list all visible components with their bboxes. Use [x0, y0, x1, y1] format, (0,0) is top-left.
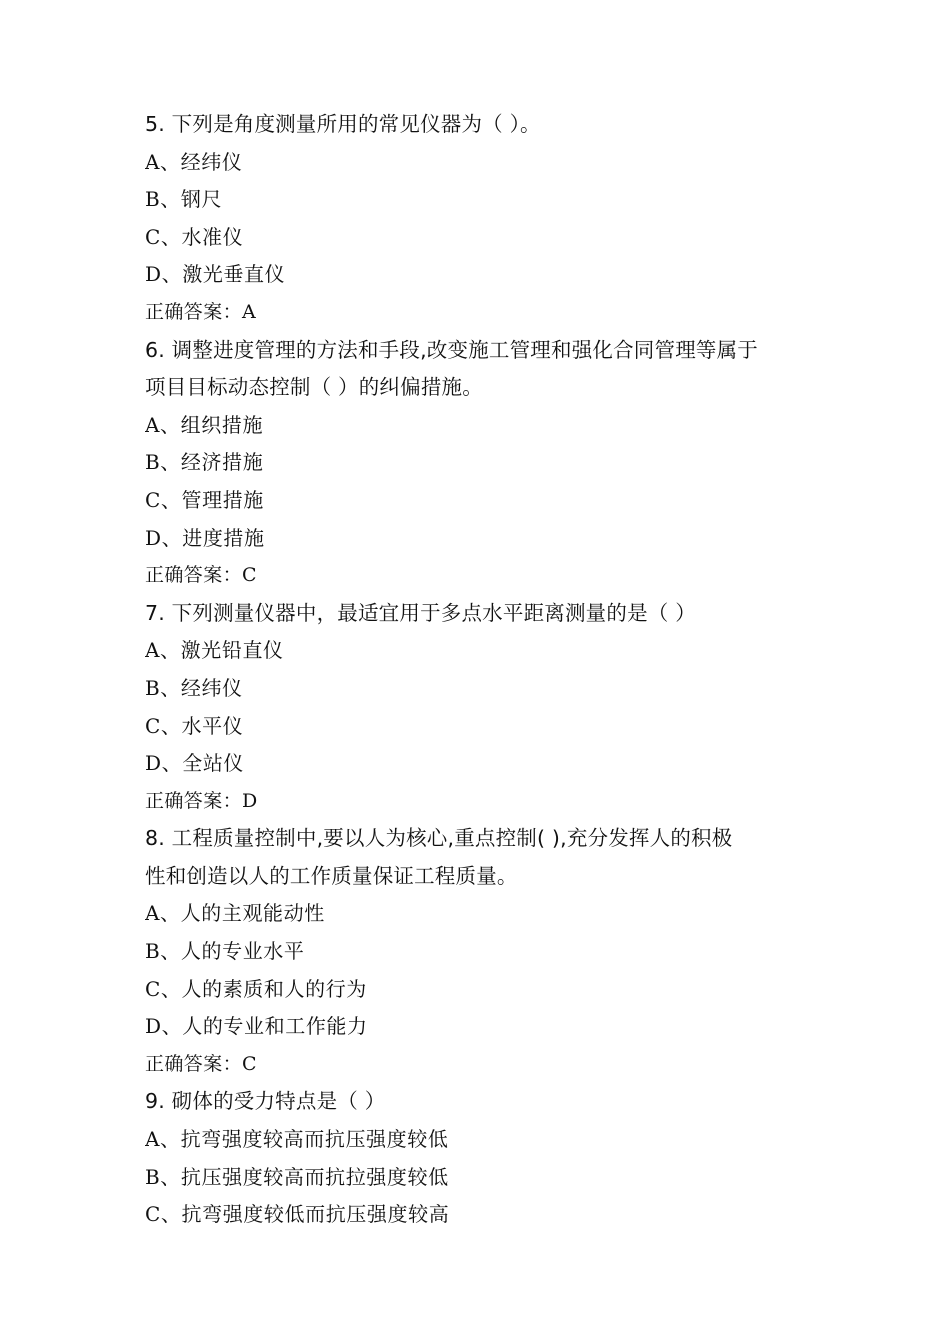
question-8-stem-line-1: 8. 工程质量控制中,要以人为核心,重点控制( ),充分发挥人的积极 [145, 826, 733, 851]
question-8-answer: 正确答案：C [145, 1052, 257, 1075]
question-8-option-d: D、人的专业和工作能力 [145, 1014, 368, 1039]
question-6-option-a: A、组织措施 [145, 412, 264, 437]
question-6-option-d: D、进度措施 [145, 525, 265, 550]
question-list [145, 106, 815, 1234]
question-9-option-a: A、抗弯强度较高而抗压强度较低 [145, 1127, 449, 1152]
question-8-option-b: B、人的专业水平 [145, 939, 305, 964]
question-6-answer: 正确答案：C [145, 564, 257, 587]
question-7-option-d: D、全站仪 [145, 751, 245, 776]
question-9-stem: 9. 砌体的受力特点是（ ） [145, 1089, 386, 1114]
question-6-stem-line-2: 项目目标动态控制（ ）的纠偏措施。 [145, 375, 483, 400]
question-6-option-b: B、经济措施 [145, 450, 264, 475]
question-6-stem-line-1: 6. 调整进度管理的方法和手段,改变施工管理和强化合同管理等属于 [145, 337, 758, 362]
question-5-option-b: B、钢尺 [145, 187, 223, 212]
question-5-stem: 5. 下列是角度测量所用的常见仪器为（ ）。 [145, 112, 541, 136]
question-8-stem-line-2: 性和创造以人的工作质量保证工程质量。 [145, 863, 518, 888]
question-7-option-a: A、激光铅直仪 [145, 638, 284, 663]
question-5-option-c: C、水准仪 [145, 224, 244, 249]
question-5-answer: 正确答案：A [145, 300, 257, 323]
question-7-answer: 正确答案：D [145, 789, 258, 812]
question-7-option-c: C、水平仪 [145, 713, 244, 738]
question-6-option-c: C、管理措施 [145, 487, 264, 512]
question-8-option-a: A、人的主观能动性 [145, 901, 325, 926]
question-5-option-d: D、激光垂直仪 [145, 262, 286, 287]
question-9-option-b: B、抗压强度较高而抗拉强度较低 [145, 1164, 449, 1189]
question-8-option-c: C、人的素质和人的行为 [145, 976, 367, 1001]
question-9-option-c: C、抗弯强度较低而抗压强度较高 [145, 1202, 450, 1227]
question-5-option-a: A、经纬仪 [145, 149, 243, 174]
question-7-option-b: B、经纬仪 [145, 675, 243, 700]
question-7-stem: 7. 下列测量仪器中，最适宜用于多点水平距离测量的是（ ） [145, 600, 696, 625]
